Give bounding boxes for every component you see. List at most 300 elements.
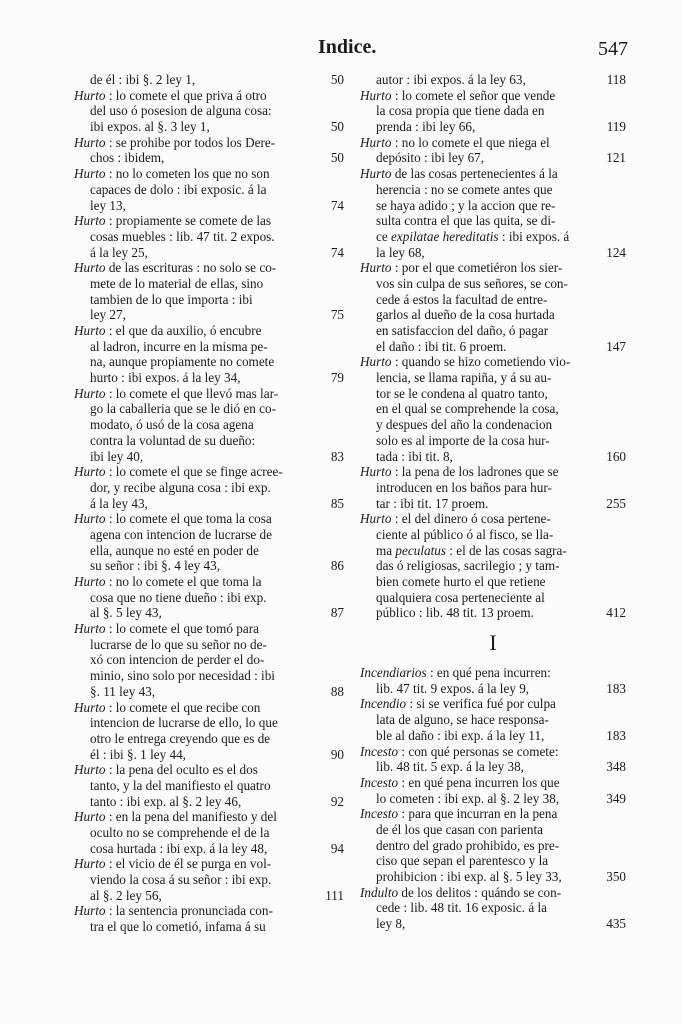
entry-text: tor se le condena al quatro tanto, xyxy=(376,385,548,401)
entry-text: prohibicion : ibi exp. al §. 5 ley 33, xyxy=(376,869,562,884)
entry-line xyxy=(74,339,344,355)
index-entry xyxy=(74,511,344,574)
entry-line xyxy=(74,903,344,919)
entry-line xyxy=(74,135,344,151)
entry-line xyxy=(74,558,344,574)
entry-text: xó con intencion de perder el do- xyxy=(90,652,265,668)
entry-line xyxy=(74,260,344,276)
entry-text: Hurto : el del dinero ó cosa pertene- xyxy=(360,511,551,527)
entry-text: Incesto : en qué pena incurren los que xyxy=(360,774,560,790)
page-reference: 349 xyxy=(606,790,626,806)
entry-text: Incesto : para que incurran en la pena xyxy=(360,806,558,822)
index-entry xyxy=(74,88,344,135)
page-reference: 85 xyxy=(330,495,344,511)
entry-text: Hurto : lo comete el que se finge acree- xyxy=(74,464,283,480)
entry-text: lencia, se llama rapiña, y á su au- xyxy=(376,370,552,386)
entry-line xyxy=(74,245,344,261)
entry-text: solo es al importe de la cosa hur- xyxy=(376,432,550,448)
index-entry xyxy=(74,574,344,621)
entry-text: ley 27, xyxy=(90,307,126,323)
index-entry xyxy=(360,511,626,621)
entry-line xyxy=(74,747,344,763)
page-reference: 147 xyxy=(606,338,626,354)
index-entry xyxy=(360,696,626,743)
page-reference: 435 xyxy=(606,916,626,932)
entry-text: cede á estos la facultad de entre- xyxy=(376,291,548,307)
entry-line xyxy=(74,511,344,527)
entry-text: el daño : ibi tit. 6 proem. xyxy=(376,338,507,354)
entry-line xyxy=(74,401,344,417)
entry-headword: Hurto xyxy=(74,87,106,103)
page-number: 547 xyxy=(598,38,628,60)
entry-line xyxy=(74,229,344,245)
latin-term: peculatus xyxy=(395,542,446,558)
index-entry xyxy=(74,762,344,809)
index-entry xyxy=(74,856,344,903)
entry-line xyxy=(74,888,344,904)
page-reference: 90 xyxy=(330,746,344,762)
entry-text: tanto : ibi exp. al §. 2 ley 46, xyxy=(90,793,242,809)
entry-line xyxy=(360,511,626,527)
entry-line xyxy=(74,464,344,480)
entry-text: cosas muebles : lib. 47 tit. 2 expos. xyxy=(90,228,275,244)
index-entry xyxy=(74,621,344,699)
page-reference: 350 xyxy=(606,869,626,884)
entry-line xyxy=(74,88,344,104)
entry-line xyxy=(74,668,344,684)
entry-line xyxy=(360,449,626,465)
entry-line xyxy=(360,182,626,198)
entry-line xyxy=(74,119,344,135)
entry-text: ciso que sepan el parentesco y la xyxy=(376,853,549,869)
entry-line xyxy=(360,339,626,355)
entry-headword: Hurto xyxy=(74,574,106,589)
index-entry xyxy=(74,260,344,323)
entry-line xyxy=(74,919,344,935)
entry-line xyxy=(360,916,626,932)
entry-text: tanto, y la del manifiesto el quatro xyxy=(90,777,271,793)
entry-headword: Hurto xyxy=(360,134,392,150)
page-reference: 118 xyxy=(606,72,626,87)
entry-text: él : ibi §. 1 ley 44, xyxy=(90,746,186,762)
entry-text: Hurto : lo comete el que priva á otro xyxy=(74,87,267,103)
entry-text: al ladron, incurre en la misma pe- xyxy=(90,338,268,354)
entry-line xyxy=(360,728,626,744)
entry-line xyxy=(74,684,344,700)
index-entry xyxy=(74,323,344,386)
entry-line xyxy=(360,245,626,261)
index-column-right xyxy=(360,72,626,932)
entry-line xyxy=(360,822,626,838)
entry-line xyxy=(360,696,626,712)
entry-line xyxy=(360,665,626,681)
entry-text: agena con intencion de lucrarse de xyxy=(90,526,272,542)
entry-line xyxy=(74,449,344,465)
entry-line xyxy=(74,856,344,872)
entry-line xyxy=(360,401,626,417)
entry-line xyxy=(360,775,626,791)
entry-line xyxy=(74,354,344,370)
index-entry xyxy=(360,806,626,884)
page-reference: 75 xyxy=(330,307,344,323)
index-entry xyxy=(74,386,344,464)
entry-text: en satisfaccion del daño, ó pagar xyxy=(376,323,549,338)
entry-text: Incendiarios : en qué pena incurren: xyxy=(360,665,551,681)
entry-line xyxy=(74,182,344,198)
entry-text: Hurto : el vicio de él se purga en vol- xyxy=(74,856,272,872)
entry-line xyxy=(74,621,344,637)
entry-line xyxy=(74,480,344,496)
entry-line xyxy=(360,869,626,885)
entry-line xyxy=(74,433,344,449)
entry-text: la cosa propia que tiene dada en xyxy=(376,103,545,119)
entry-line xyxy=(74,198,344,214)
page-reference: 255 xyxy=(606,495,626,511)
entry-headword: Indulto xyxy=(360,884,399,900)
entry-text: viendo la cosa á su señor : ibi exp. xyxy=(90,872,272,888)
page-reference: 183 xyxy=(606,727,626,743)
entry-headword: Hurto xyxy=(74,809,106,825)
entry-headword: Incesto xyxy=(360,743,399,759)
index-entry xyxy=(74,213,344,260)
entry-text: Hurto : lo comete el que tomó para xyxy=(74,621,259,637)
page-reference: 50 xyxy=(330,72,344,87)
entry-line xyxy=(360,885,626,901)
entry-line xyxy=(74,715,344,731)
index-entry xyxy=(360,72,626,88)
page-reference: 79 xyxy=(330,370,344,386)
entry-text: Hurto : se prohibe por todos los Dere- xyxy=(74,134,276,150)
page-reference: 74 xyxy=(330,197,344,213)
entry-line xyxy=(74,841,344,857)
entry-text: tada : ibi tit. 8, xyxy=(376,448,453,464)
entry-headword: Hurto xyxy=(74,903,106,919)
entry-line xyxy=(360,323,626,339)
entry-text: Hurto : no lo comete el que niega el xyxy=(360,134,550,150)
entry-line xyxy=(74,590,344,606)
entry-text: cosa que no tiene dueño : ibi exp. xyxy=(90,589,267,605)
page-reference: 83 xyxy=(330,448,344,464)
entry-text: tar : ibi tit. 17 proem. xyxy=(376,495,489,511)
entry-text: sulta contra el que las quita, se di- xyxy=(376,213,556,229)
entry-headword: Hurto xyxy=(74,511,106,527)
index-entry xyxy=(74,464,344,511)
entry-text: Hurto : la pena del oculto es el dos xyxy=(74,762,258,778)
entry-text: su señor : ibi §. 4 ley 43, xyxy=(90,558,221,574)
index-entry xyxy=(74,135,344,166)
entry-headword: Hurto xyxy=(74,762,106,778)
entry-line xyxy=(360,213,626,229)
entry-text: dor, y recibe alguna cosa : ibi exp. xyxy=(90,479,271,495)
entry-text: de él : ibi §. 2 ley 1, xyxy=(90,72,196,87)
entry-text: lata de alguno, se hace responsa- xyxy=(376,712,549,728)
entry-line xyxy=(360,166,626,182)
entry-line xyxy=(74,292,344,308)
entry-headword: Hurto xyxy=(74,134,106,150)
entry-text: chos : ibidem, xyxy=(90,150,165,166)
index-entry xyxy=(360,354,626,464)
entry-text: lib. 48 tit. 5 exp. á la ley 38, xyxy=(376,759,524,775)
index-entry xyxy=(360,744,626,775)
entry-line xyxy=(360,712,626,728)
entry-text: dentro del grado prohibido, es pre- xyxy=(376,837,560,853)
entry-text: ley 8, xyxy=(376,916,406,932)
entry-text: das ó religiosas, sacrilegio ; y tam- xyxy=(376,558,560,574)
page-reference: 160 xyxy=(606,448,626,464)
entry-text: otro le entrega creyendo que es de xyxy=(90,730,271,746)
entry-text: Indulto de los delitos : quándo se con- xyxy=(360,884,562,900)
entry-text: autor : ibi expos. á la ley 63, xyxy=(376,72,526,87)
entry-text: intencion de lucrarse de ello, lo que xyxy=(90,715,278,731)
entry-line xyxy=(74,417,344,433)
entry-headword: Incendio xyxy=(360,696,407,712)
entry-text: herencia : no se comete antes que xyxy=(376,181,553,197)
entry-line xyxy=(360,229,626,245)
entry-line xyxy=(74,150,344,166)
index-entry xyxy=(74,72,344,88)
entry-text: Hurto : el que da auxilio, ó encubre xyxy=(74,323,262,338)
entry-line xyxy=(74,574,344,590)
entry-text: garlos al dueño de la cosa hurtada xyxy=(376,307,555,323)
entry-line xyxy=(360,103,626,119)
index-entry xyxy=(360,135,626,166)
entry-line xyxy=(360,417,626,433)
entry-line xyxy=(74,762,344,778)
entry-line xyxy=(360,198,626,214)
entry-text: Hurto de las cosas pertenecientes á la xyxy=(360,166,558,182)
entry-headword: Hurto xyxy=(74,856,106,872)
entry-text: Incendio : si se verifica fué por culpa xyxy=(360,696,556,712)
entry-headword: Hurto xyxy=(74,213,106,229)
entry-text: Hurto : lo comete el señor que vende xyxy=(360,87,556,103)
entry-text: cede : lib. 48 tit. 16 exposic. á la xyxy=(376,900,548,916)
entry-line xyxy=(74,637,344,653)
entry-headword: Hurto xyxy=(360,260,392,276)
entry-line xyxy=(360,590,626,606)
entry-text: capaces de dolo : ibi exposic. á la xyxy=(90,181,267,197)
entry-line xyxy=(360,480,626,496)
entry-line xyxy=(74,700,344,716)
entry-line xyxy=(360,574,626,590)
entry-text: introducen en los baños para hur- xyxy=(376,479,552,495)
entry-line xyxy=(74,386,344,402)
entry-line xyxy=(74,307,344,323)
entry-line xyxy=(360,354,626,370)
entry-headword: Hurto xyxy=(360,87,392,103)
entry-text: ciente al público ó al fisco, se lla- xyxy=(376,526,554,542)
entry-text: Incesto : con qué personas se comete: xyxy=(360,743,559,759)
entry-headword: Incendiarios xyxy=(360,665,427,681)
index-entry xyxy=(360,885,626,932)
entry-line xyxy=(360,900,626,916)
entry-line xyxy=(74,809,344,825)
entry-text: Hurto : propiamente se comete de las xyxy=(74,213,272,229)
entry-text: del uso ó posesion de alguna cosa: xyxy=(90,103,272,119)
entry-line xyxy=(74,496,344,512)
entry-text: á la ley 43, xyxy=(90,495,148,511)
entry-line xyxy=(360,72,626,88)
entry-line xyxy=(360,433,626,449)
entry-line xyxy=(360,806,626,822)
entry-line xyxy=(360,791,626,807)
entry-text: vos sin culpa de sus señores, se con- xyxy=(376,275,568,291)
entry-line xyxy=(360,276,626,292)
entry-line xyxy=(360,496,626,512)
entry-text: lo cometen : ibi exp. al §. 2 ley 38, xyxy=(376,790,560,806)
entry-text: mete de lo material de ellas, sino xyxy=(90,275,264,291)
page-reference: 86 xyxy=(330,558,344,574)
entry-line xyxy=(74,166,344,182)
page-reference: 111 xyxy=(325,887,344,903)
entry-text: Hurto : lo comete el que toma la cosa xyxy=(74,511,272,527)
page-reference: 50 xyxy=(330,150,344,166)
page-reference: 348 xyxy=(606,759,626,775)
index-entry xyxy=(360,260,626,354)
entry-text: y despues del año la condenacion xyxy=(376,417,553,433)
entry-line xyxy=(360,119,626,135)
entry-text: Hurto : la sentencia pronunciada con- xyxy=(74,903,273,919)
entry-line xyxy=(74,794,344,810)
entry-line xyxy=(360,744,626,760)
entry-text: se haya adido ; y la accion que re- xyxy=(376,197,556,213)
entry-headword: Hurto xyxy=(74,260,106,276)
entry-text: contra la voluntad de su dueño: xyxy=(90,432,256,448)
entry-text: bien comete hurto el que retiene xyxy=(376,574,546,589)
entry-line xyxy=(74,825,344,841)
entry-text: Hurto : en la pena del manifiesto y del xyxy=(74,809,277,825)
entry-headword: Incesto xyxy=(360,806,399,822)
entry-text: al §. 5 ley 43, xyxy=(90,605,162,621)
entry-line xyxy=(74,323,344,339)
entry-line xyxy=(360,464,626,480)
entry-text: na, aunque propiamente no comete xyxy=(90,354,275,370)
entry-text: al §. 2 ley 56, xyxy=(90,887,162,903)
entry-line xyxy=(360,681,626,697)
page-reference: 87 xyxy=(330,605,344,621)
page-reference: 92 xyxy=(330,793,344,809)
entry-line xyxy=(360,88,626,104)
entry-text: Hurto : no lo cometen los que no son xyxy=(74,166,270,182)
entry-text: Hurto : lo comete el que llevó mas lar- xyxy=(74,385,279,401)
index-entry xyxy=(360,464,626,511)
entry-headword: Hurto xyxy=(360,511,392,527)
entry-text: en el qual se comprehende la cosa, xyxy=(376,401,559,417)
entry-headword: Hurto xyxy=(74,166,106,182)
entry-line xyxy=(360,260,626,276)
entry-line xyxy=(74,872,344,888)
entry-text: go la caballeria que se le dió en co- xyxy=(90,401,277,417)
page-reference: 50 xyxy=(330,119,344,135)
page-reference: 119 xyxy=(606,119,626,135)
entry-line xyxy=(74,370,344,386)
entry-text: depósito : ibi ley 67, xyxy=(376,150,485,166)
entry-text: ibi ley 40, xyxy=(90,448,144,464)
entry-line xyxy=(360,292,626,308)
index-entry xyxy=(360,665,626,696)
entry-headword: Hurto xyxy=(74,323,106,338)
entry-line xyxy=(74,527,344,543)
entry-headword: Hurto xyxy=(74,621,106,637)
entry-text: qualquiera cosa perteneciente al xyxy=(376,589,545,605)
entry-line xyxy=(360,527,626,543)
entry-line xyxy=(360,558,626,574)
entry-headword: Hurto xyxy=(74,464,106,480)
entry-line xyxy=(74,605,344,621)
entry-headword: Hurto xyxy=(74,699,106,715)
entry-text: ble al daño : ibi exp. á la ley 11, xyxy=(376,727,545,743)
entry-line xyxy=(360,370,626,386)
entry-line xyxy=(360,543,626,559)
page-reference: 88 xyxy=(330,683,344,699)
entry-text: Hurto : no lo comete el que toma la xyxy=(74,574,262,589)
index-entry xyxy=(74,700,344,763)
index-entry xyxy=(74,903,344,934)
entry-text: cosa hurtada : ibi exp. á la ley 48, xyxy=(90,840,268,856)
entry-text: lib. 47 tit. 9 expos. á la ley 9, xyxy=(376,680,530,696)
index-entry xyxy=(360,166,626,260)
entry-text: ley 13, xyxy=(90,197,126,213)
entry-text: Hurto : lo comete el que recibe con xyxy=(74,699,261,715)
index-entry xyxy=(360,88,626,135)
entry-line xyxy=(360,853,626,869)
entry-line xyxy=(74,213,344,229)
page-reference: 124 xyxy=(606,244,626,260)
page-title: Indice. xyxy=(318,36,377,58)
entry-text: Hurto : la pena de los ladrones que se xyxy=(360,464,559,480)
entry-text: Hurto : por el que cometiéron los sier- xyxy=(360,260,563,276)
entry-line xyxy=(74,103,344,119)
page-reference: 74 xyxy=(330,244,344,260)
entry-text: ibi expos. al §. 3 ley 1, xyxy=(90,119,210,135)
entry-text: ma peculatus : el de las cosas sagra- xyxy=(376,542,567,558)
entry-headword: Hurto xyxy=(74,385,106,401)
index-entry xyxy=(360,775,626,806)
entry-text: tra el que lo cometió, infama á su xyxy=(90,919,266,935)
entry-text: §. 11 ley 43, xyxy=(90,683,156,699)
entry-line xyxy=(360,150,626,166)
entry-line xyxy=(360,135,626,151)
page-header xyxy=(0,36,682,66)
index-entry xyxy=(74,809,344,856)
page-reference: 94 xyxy=(330,840,344,856)
entry-line xyxy=(74,543,344,559)
entry-text: Hurto de las escrituras : no solo se co- xyxy=(74,260,277,276)
latin-term: expilatae hereditatis xyxy=(391,228,499,244)
entry-text: modato, ó usó de la cosa agena xyxy=(90,417,254,433)
entry-line xyxy=(74,731,344,747)
entry-text: tambien de lo que importa : ibi xyxy=(90,291,253,307)
entry-line xyxy=(360,838,626,854)
entry-headword: Incesto xyxy=(360,774,399,790)
entry-line xyxy=(74,276,344,292)
entry-text: la ley 68, xyxy=(376,244,425,260)
entry-headword: Hurto xyxy=(360,166,392,182)
page-reference: 412 xyxy=(606,605,626,621)
entry-text: ce expilatae hereditatis : ibi expos. á xyxy=(376,228,570,244)
entry-line xyxy=(74,72,344,88)
entry-line xyxy=(74,778,344,794)
section-letter: I xyxy=(489,630,497,656)
entry-line xyxy=(360,605,626,621)
index-entry xyxy=(74,166,344,213)
entry-headword: Hurto xyxy=(360,464,392,480)
entry-text: oculto no se comprehende el de la xyxy=(90,825,270,840)
entry-line xyxy=(74,652,344,668)
entry-text: de él los que casan con parienta xyxy=(376,821,543,837)
entry-headword: Hurto xyxy=(360,354,392,370)
page-reference: 121 xyxy=(606,150,626,166)
entry-text: hurto : ibi expos. á la ley 34, xyxy=(90,370,241,386)
